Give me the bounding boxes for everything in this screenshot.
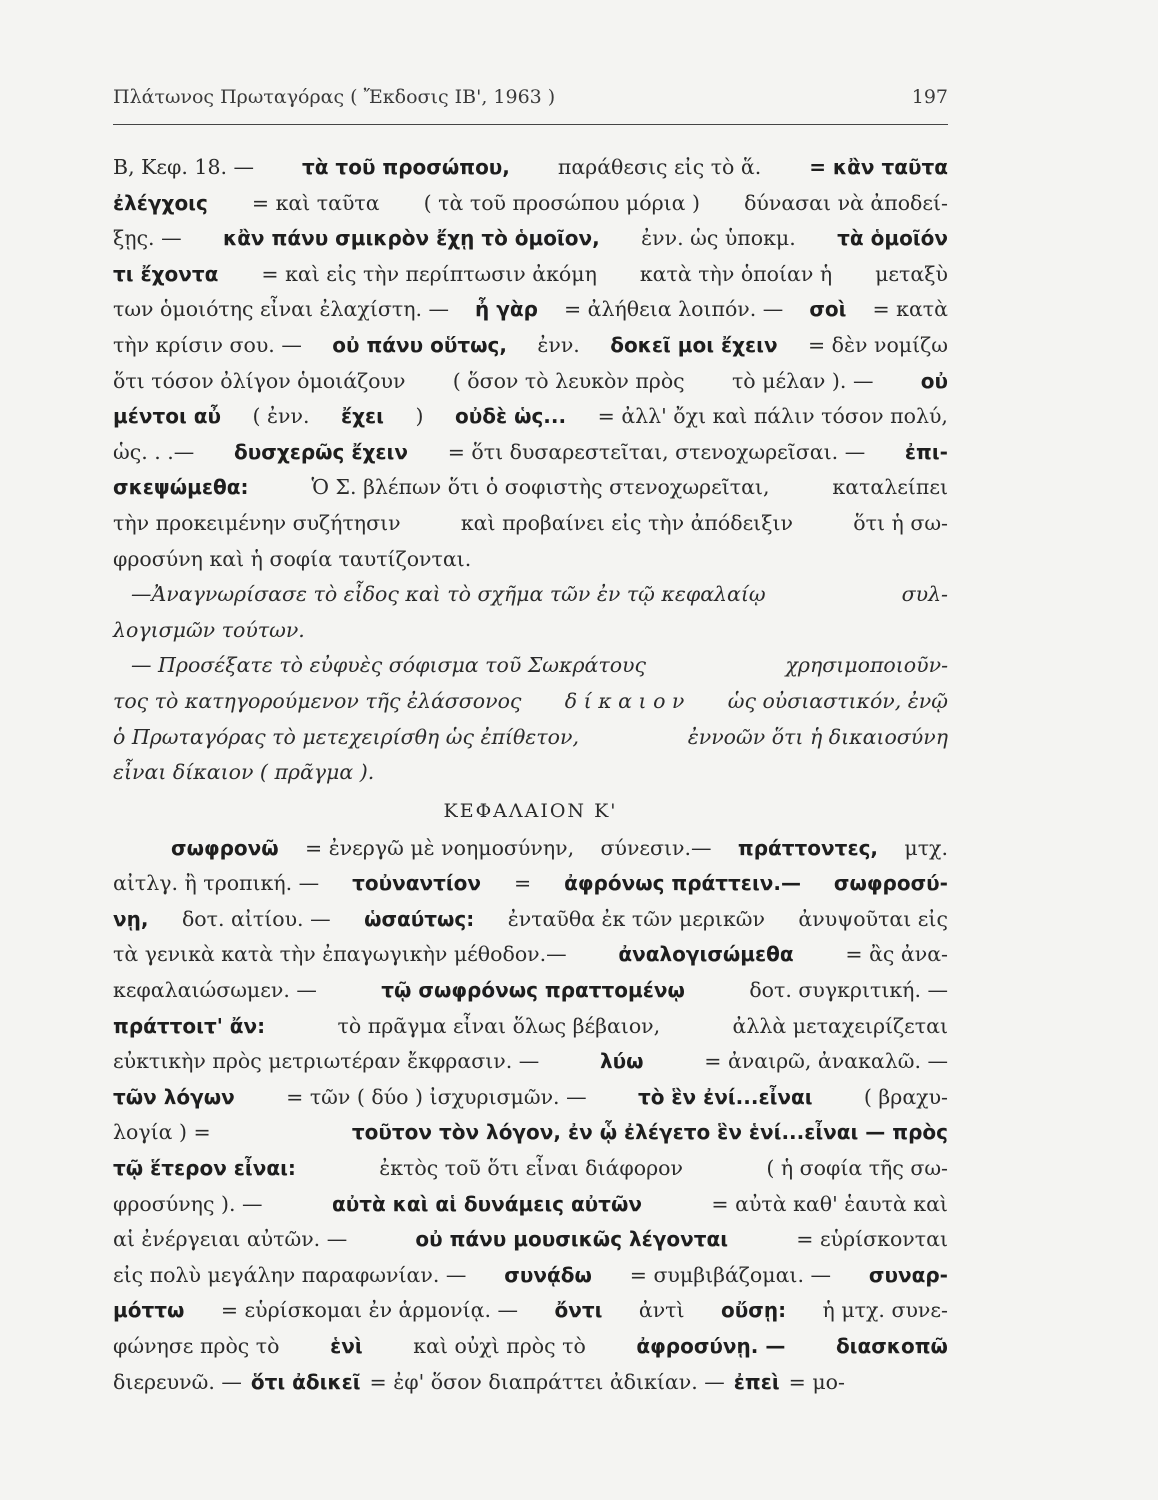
text-segment: παράθεσις εἰς τὸ ἅ. xyxy=(557,155,762,179)
text-segment: αἱ ἐνέργειαι αὐτῶν. — xyxy=(113,1227,348,1252)
text-segment: = αὐτὰ καθ' ἑαυτὰ καὶ xyxy=(711,1191,948,1216)
text-line xyxy=(113,328,948,364)
chapter-commentary xyxy=(113,831,948,1401)
text-line xyxy=(113,937,948,973)
text-line xyxy=(113,257,948,293)
text-line xyxy=(113,866,948,902)
text-segment: κατὰ τὴν ὁποίαν ἡ xyxy=(639,261,833,286)
text-segment: = ἀλλ' ὄχι καὶ πάλιν τόσον πολύ, xyxy=(597,404,948,429)
text-segment: ἐνταῦθα ἐκ τῶν μερικῶν xyxy=(507,906,765,931)
text-segment: Ὁ Σ. βλέπων ὅτι ὁ σοφιστὴς στενοχωρεῖται, xyxy=(311,475,770,500)
text-segment: = συμβιβάζομαι. — xyxy=(629,1262,831,1287)
lemma-term: τῷ ἕτερον εἶναι: xyxy=(113,1156,296,1181)
lemma-term: ἦ γὰρ xyxy=(475,297,538,322)
lemma-term: τι ἔχοντα xyxy=(113,261,219,286)
text-segment: τὴν προκειμένην συζήτησιν xyxy=(113,510,401,535)
lemma-term: ἀναλογισώμεθα xyxy=(618,942,794,967)
text-line xyxy=(113,506,948,542)
lemma-term: τὸ ἓν ἐνί...εἶναι xyxy=(637,1084,813,1109)
lemma-term: = κἂν ταῦτα xyxy=(809,155,948,179)
text-segment: ἐνν. xyxy=(537,332,580,357)
text-segment: ἀντὶ xyxy=(638,1298,685,1323)
text-line xyxy=(113,720,948,756)
lemma-term: ἔχει xyxy=(340,404,384,429)
text-segment: τος τὸ κατηγορούμενον τῆς ἐλάσσονος xyxy=(113,688,522,713)
lemma-term: ὅτι ἀδικεῖ xyxy=(250,1369,361,1394)
text-segment: ἡ μτχ. συνε- xyxy=(822,1298,948,1323)
lemma-term: πράττοιτ' ἄν: xyxy=(113,1013,266,1038)
text-segment: καὶ οὐχὶ πρὸς τὸ xyxy=(413,1334,586,1358)
text-line xyxy=(113,435,948,471)
text-segment: = τῶν ( δύο ) ἰσχυρισμῶν. — xyxy=(286,1084,587,1109)
text-segment: χρησιμοποιοῦν- xyxy=(785,653,948,678)
text-line xyxy=(113,648,948,684)
lemma-term: σοὶ xyxy=(809,297,847,322)
lemma-term: τοὐναντίον xyxy=(352,871,482,896)
text-line xyxy=(113,542,948,578)
text-segment: ὡς οὐσιαστικόν, ἐνῷ xyxy=(727,688,948,713)
lemma-term: νῃ, xyxy=(113,906,149,931)
text-line xyxy=(113,1115,948,1151)
lemma-term: δοκεῖ μοι ἔχειν xyxy=(610,332,778,357)
text-segment: ὁ Πρωταγόρας τὸ μετεχειρίσθη ὡς ἐπίθετον, xyxy=(113,724,579,749)
header-rule xyxy=(113,124,948,125)
chapter-heading: ΚΕΦΑΛΑΙΟΝ Κ' xyxy=(443,799,618,822)
text-segment: σύνεσιν.— xyxy=(600,835,712,860)
text-segment: διερευνῶ. — xyxy=(113,1369,242,1394)
text-segment: δοτ. συγκριτική. — xyxy=(749,978,948,1003)
text-segment: ὡς. . .— xyxy=(113,439,195,464)
text-segment: ἀνυψοῦται εἰς xyxy=(798,906,948,931)
lemma-term: τὰ τοῦ προσώπου, xyxy=(301,155,510,179)
lemma-term: ὡσαύτως: xyxy=(364,906,475,931)
text-segment: δοτ. αἰτίου. — xyxy=(181,906,331,931)
text-segment: Β, Κεφ. 18. — xyxy=(113,155,255,179)
text-line xyxy=(113,973,948,1009)
text-line xyxy=(113,470,948,506)
text-segment: = ἀλήθεια λοιπόν. — xyxy=(563,297,784,322)
text-segment: = μο- xyxy=(788,1369,845,1394)
text-segment: τὸ μέλαν ). — xyxy=(731,368,874,393)
text-line xyxy=(113,1080,948,1116)
text-line xyxy=(113,1222,948,1258)
lemma-term: ἐπι- xyxy=(904,439,948,464)
text-segment: = εὑρίσκομαι ἐν ἁρμονίᾳ. — xyxy=(220,1298,518,1323)
text-segment: ἀλλὰ μεταχειρίζεται xyxy=(732,1013,948,1038)
lemma-term: ἐλέγχοις xyxy=(113,190,208,215)
text-line xyxy=(113,1258,948,1294)
text-segment: τὰ γενικὰ κατὰ τὴν ἐπαγωγικὴν μέθοδον.— xyxy=(113,942,567,967)
text-line xyxy=(113,1187,948,1223)
lemma-term: ὄντι xyxy=(554,1298,603,1323)
text-segment: τὴν κρίσιν σου. — xyxy=(113,332,302,357)
text-segment: = καὶ εἰς τὴν περίπτωσιν ἀκόμη xyxy=(261,261,597,286)
text-line xyxy=(113,831,948,867)
lemma-term: αὐτὰ καὶ αἱ δυνάμεις αὐτῶν xyxy=(331,1191,642,1216)
text-segment: = ἐνεργῶ μὲ νοημοσύνην, xyxy=(305,835,575,860)
lemma-term: οὐδὲ ὡς... xyxy=(454,404,567,429)
text-segment: ) xyxy=(415,404,424,429)
lemma-term: σωφρονῶ xyxy=(171,835,279,860)
text-line xyxy=(113,150,948,186)
text-line xyxy=(113,1329,948,1365)
text-segment: αἰτλγ. ἢ τροπική. — xyxy=(113,871,320,896)
text-line xyxy=(113,684,948,720)
text-segment: συλ- xyxy=(901,582,948,607)
lemma-term: τῷ σωφρόνως πραττομένῳ xyxy=(381,978,685,1003)
text-line xyxy=(113,1151,948,1187)
lemma-term: διασκοπῶ xyxy=(835,1334,948,1358)
lemma-term: ἑνὶ xyxy=(330,1334,363,1358)
lemma-term: ἐπεὶ xyxy=(733,1369,780,1394)
text-segment: δ ί κ α ι ο ν xyxy=(564,688,685,713)
text-segment: = εὑρίσκονται xyxy=(796,1227,948,1252)
text-line xyxy=(113,1009,948,1045)
text-line xyxy=(113,186,948,222)
lemma-term: τὰ ὁμοῖόν xyxy=(837,226,948,251)
text-line xyxy=(113,221,948,257)
text-line xyxy=(113,1365,948,1401)
text-segment: ὅτι ἡ σω- xyxy=(853,510,948,535)
lemma-term: οὐ πάνυ μουσικῶς λέγονται xyxy=(415,1227,729,1252)
text-segment: μτχ. xyxy=(904,835,948,860)
text-line xyxy=(113,613,948,649)
text-segment: εὐκτικὴν πρὸς μετριωτέραν ἔκφρασιν. — xyxy=(113,1049,540,1074)
text-body xyxy=(113,150,948,1400)
text-segment: ἐννοῶν ὅτι ἡ δικαιοσύνη xyxy=(687,724,948,749)
commentary-paragraph xyxy=(113,150,948,577)
text-line xyxy=(113,292,948,328)
lemma-term: σκεψώμεθα: xyxy=(113,475,249,500)
text-segment: εἶναι δίκαιον ( πρᾶγμα ). xyxy=(113,760,375,785)
lemma-term: λύω xyxy=(599,1049,644,1074)
page-number: 197 xyxy=(911,86,948,108)
lemma-term: οὔσῃ: xyxy=(721,1298,787,1323)
text-line xyxy=(113,399,948,435)
text-line xyxy=(113,755,948,791)
text-segment: ( ἡ σοφία τῆς σω- xyxy=(766,1156,948,1181)
text-line xyxy=(113,1293,948,1329)
text-segment: ξῃς. — xyxy=(113,226,182,251)
running-header xyxy=(113,86,948,108)
text-segment: = ἀναιρῶ, ἀνακαλῶ. — xyxy=(704,1049,948,1074)
text-segment: δύνασαι νὰ ἀποδεί- xyxy=(744,190,948,215)
text-segment: = ἂς ἀνα- xyxy=(845,942,948,967)
text-segment: = κατὰ xyxy=(872,297,948,322)
text-line xyxy=(113,902,948,938)
text-segment: λογισμῶν τούτων. xyxy=(113,617,305,642)
lemma-term: δυσχερῶς ἔχειν xyxy=(234,439,408,464)
text-segment: μεταξὺ xyxy=(875,261,948,286)
text-segment: —Ἀναγνωρίσασε τὸ εἶδος καὶ τὸ σχῆμα τῶν ἐν τῷ κεφαλαίῳ xyxy=(131,582,766,607)
lemma-term: συναρ- xyxy=(868,1262,948,1287)
text-segment: φώνησε πρὸς τὸ xyxy=(113,1334,280,1358)
note-paragraph xyxy=(113,648,948,790)
exercise-paragraph xyxy=(113,577,948,648)
text-segment: τὸ πρᾶγμα εἶναι ὅλως βέβαιον, xyxy=(337,1013,661,1038)
text-segment: = ἐφ' ὅσον διαπράττει ἀδικίαν. — xyxy=(369,1369,725,1394)
text-segment: ( ἐνν. xyxy=(252,404,310,429)
lemma-term: ἀφρόνως πράττειν.— xyxy=(564,871,801,896)
text-segment: των ὁμοιότης εἶναι ἐλαχίστη. — xyxy=(113,297,450,322)
running-title: Πλάτωνος Πρωταγόρας ( Ἔκδοσις ΙΒ', 1963 ) xyxy=(113,86,556,108)
text-segment: ὅτι τόσον ὀλίγον ὁμοιάζουν xyxy=(113,368,406,393)
text-segment: λογία ) = xyxy=(113,1120,211,1145)
lemma-term: τοῦτον τὸν λόγον, ἐν ᾧ ἐλέγετο ἓν ἑνί...εἶναι — πρὸς xyxy=(351,1120,948,1145)
text-segment: φροσύνης ). — xyxy=(113,1191,263,1216)
text-segment: ἐνν. ὡς ὑποκμ. xyxy=(641,226,796,251)
text-segment: = xyxy=(514,871,532,896)
lemma-term: κἂν πάνυ σμικρὸν ἔχῃ τὸ ὁμοῖον, xyxy=(222,226,600,251)
lemma-term: πράττοντες, xyxy=(737,835,879,860)
text-segment: κεφαλαιώσωμεν. — xyxy=(113,978,317,1003)
lemma-term: οὐ πάνυ οὕτως, xyxy=(332,332,507,357)
lemma-term: σωφροσύ- xyxy=(833,871,948,896)
lemma-term: μόττω xyxy=(113,1298,185,1323)
text-segment: = ὅτι δυσαρεστεῖται, στενοχωρεῖσαι. — xyxy=(447,439,866,464)
text-segment: καὶ προβαίνει εἰς τὴν ἀπόδειξιν xyxy=(460,510,794,535)
text-segment: εἰς πολὺ μεγάλην παραφωνίαν. — xyxy=(113,1262,467,1287)
lemma-term: ἀφροσύνῃ. — xyxy=(636,1334,786,1358)
text-segment: ( ὅσον τὸ λευκὸν πρὸς xyxy=(452,368,685,393)
text-segment: ἐκτὸς τοῦ ὅτι εἶναι διάφορον xyxy=(379,1156,683,1181)
text-line xyxy=(113,364,948,400)
lemma-term: οὐ xyxy=(920,368,948,393)
text-segment: φροσύνη καὶ ἡ σοφία ταυτίζονται. xyxy=(113,546,472,571)
lemma-term: μέντοι αὖ xyxy=(113,404,221,429)
text-segment: = καὶ ταῦτα xyxy=(251,190,380,215)
text-line xyxy=(113,1044,948,1080)
text-segment: = δὲν νομίζω xyxy=(807,332,948,357)
text-segment: — Προσέξατε τὸ εὐφυὲς σόφισμα τοῦ Σωκράτους xyxy=(131,653,646,678)
lemma-term: τῶν λόγων xyxy=(113,1084,235,1109)
text-segment: ( βραχυ- xyxy=(863,1084,948,1109)
text-line xyxy=(113,577,948,613)
text-segment: καταλείπει xyxy=(832,475,948,500)
lemma-term: συνᾴδω xyxy=(504,1262,592,1287)
text-segment: ( τὰ τοῦ προσώπου μόρια ) xyxy=(423,190,701,215)
